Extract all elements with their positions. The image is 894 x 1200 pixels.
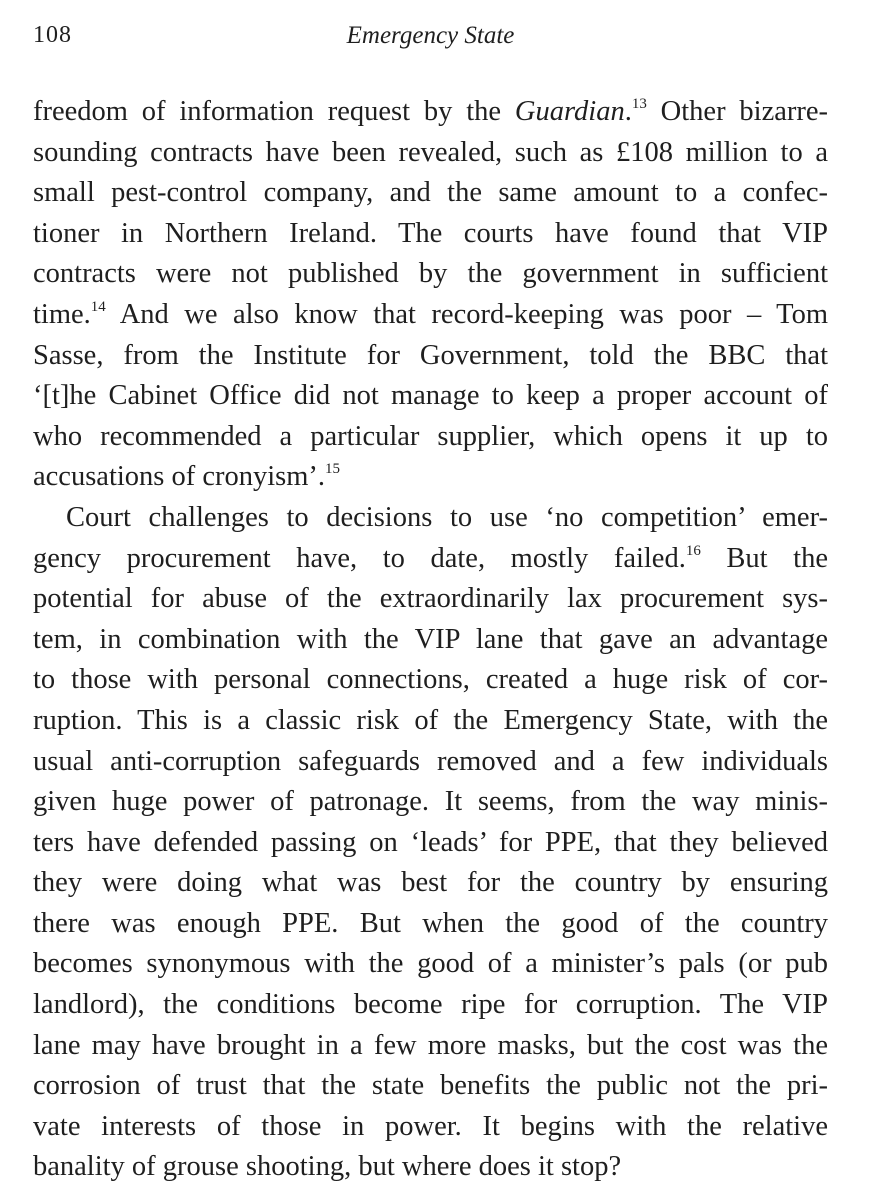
text-line: to those with personal connections, created a huge risk of cor- — [33, 664, 828, 696]
text-line: lane may have brought in a few more masks, but the cost was the — [33, 1029, 828, 1061]
text-line: given huge power of patronage. It seems, from the way minis- — [33, 786, 828, 818]
text-line: banality of grouse shooting, but where does it stop? — [33, 1151, 622, 1183]
text-line: sounding contracts have been revealed, such as £108 million to a — [33, 136, 828, 168]
paragraph — [33, 498, 828, 1188]
footnote-ref: 15 — [325, 461, 341, 478]
footnote-ref: 14 — [90, 298, 106, 315]
text-line: Sasse, from the Institute for Government, told the BBC that — [33, 339, 828, 371]
text-line: ters have defended passing on ‘leads’ for PPE, that they believed — [33, 826, 828, 858]
text-line: tem, in combination with the VIP lane that gave an advantage — [33, 623, 828, 655]
book-page — [33, 0, 828, 1200]
text-line: who recommended a particular supplier, which opens it up to — [33, 420, 828, 452]
text-line: there was enough PPE. But when the good of the country — [33, 907, 828, 939]
text-line: potential for abuse of the extraordinarily lax procurement sys- — [33, 583, 828, 615]
text-line: small pest-control company, and the same amount to a confec- — [33, 177, 828, 209]
text-line: time.$^{14}$ And we also know that record-keeping was poor – Tom — [33, 298, 828, 330]
footnote-ref: 16 — [685, 542, 701, 559]
text-line: accusations of cronyism’.$^{15}$ — [33, 461, 341, 493]
page-number: 108 — [33, 22, 72, 48]
text-line: becomes synonymous with the good of a minister’s pals (or pub — [33, 948, 828, 980]
text-line: gency procurement have, to date, mostly failed.$^{16}$ But the — [33, 542, 828, 574]
text-line: tioner in Northern Ireland. The courts have found that VIP — [33, 217, 828, 249]
footnote-ref: 13 — [631, 96, 647, 112]
paragraph-continued — [33, 92, 828, 498]
text-line: ‘[t]he Cabinet Office did not manage to keep a proper account of — [33, 380, 828, 412]
text-line: ruption. This is a classic risk of the Emergency State, with the — [33, 704, 828, 736]
text-line: corrosion of trust that the state benefits the public not the pri- — [33, 1070, 828, 1102]
running-title: Emergency State — [346, 22, 515, 49]
page-header — [33, 0, 828, 62]
text-line: Court challenges to decisions to use ‘no competition’ emer- — [66, 501, 828, 533]
body-text — [33, 92, 828, 1188]
text-line: usual anti-corruption safeguards removed and a few individuals — [33, 745, 828, 777]
publication-title: Guardian — [514, 96, 625, 127]
text-line: vate interests of those in power. It begins with the relative — [33, 1110, 828, 1142]
text-line: they were doing what was best for the country by ensuring — [33, 867, 828, 899]
text-line: contracts were not published by the government in sufficient — [33, 258, 828, 290]
text-line: freedom of information request by the Guardian.$^{13}$ Other bizarre- — [33, 96, 828, 127]
text-line: landlord), the conditions become ripe for corruption. The VIP — [33, 989, 828, 1021]
